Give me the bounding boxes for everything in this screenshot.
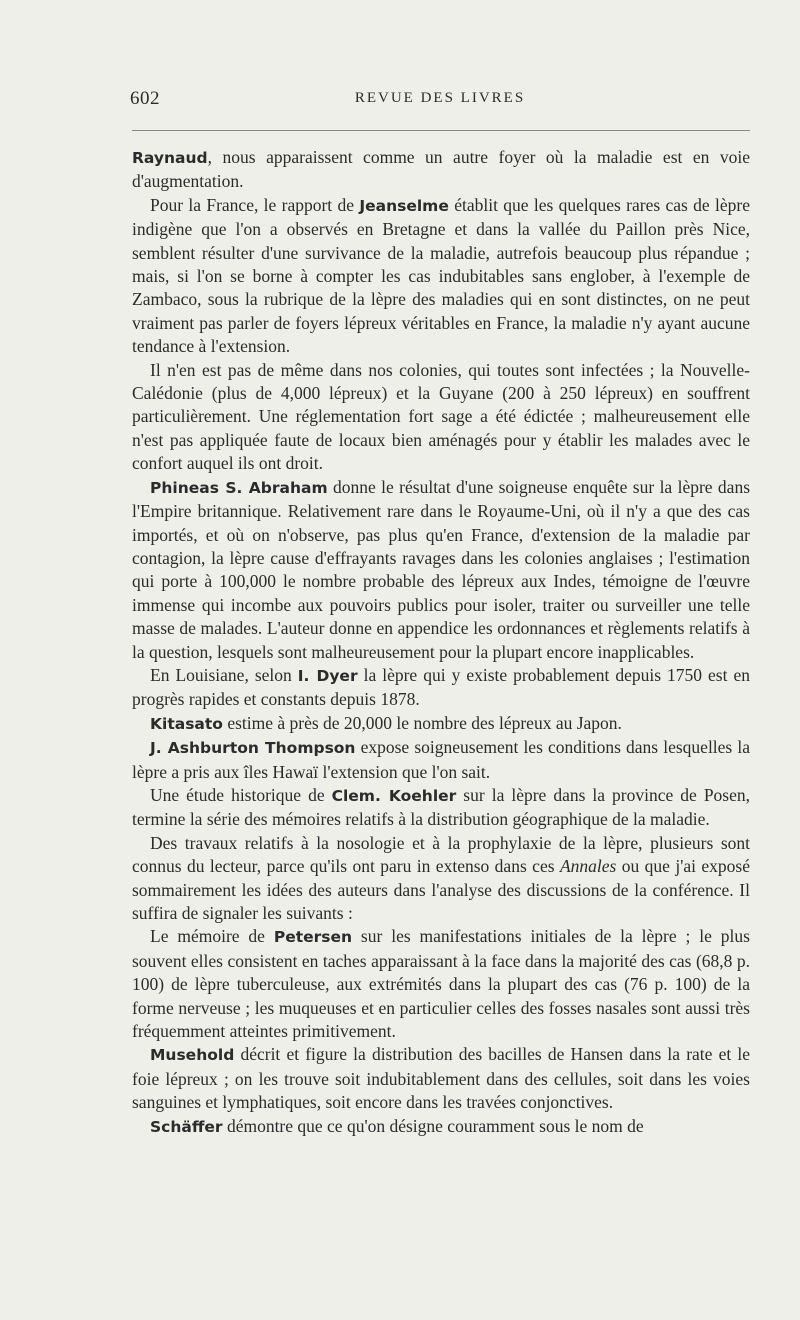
header-rule xyxy=(132,130,750,131)
text-run: la lèpre qui y existe probablement depuis 1750 est en progrès rapides et constants depuis 1878. xyxy=(132,664,751,710)
paragraph xyxy=(132,359,750,476)
running-title: REVUE DES LIVRES xyxy=(354,90,526,106)
author-name: Clem. Koehler xyxy=(331,786,457,805)
author-name: J. Ashburton Thompson xyxy=(150,739,356,758)
author-name: I. Dyer xyxy=(297,666,358,685)
author-name: Phineas S. Abraham xyxy=(150,478,328,497)
paragraph xyxy=(132,1043,750,1114)
paragraph xyxy=(132,712,750,736)
paragraph xyxy=(132,194,750,359)
paragraph xyxy=(132,146,750,194)
paragraph xyxy=(132,664,750,712)
author-name: Petersen xyxy=(273,928,353,947)
text-run: Le mémoire de xyxy=(150,926,274,947)
text-run: sur la lèpre dans la province de Posen, termine la série des mémoires relatifs à la distribution géographique de la maladie. xyxy=(132,784,750,830)
author-name: Schäffer xyxy=(150,1117,223,1136)
page-header xyxy=(130,88,750,118)
paragraph xyxy=(132,476,750,664)
author-name: Raynaud xyxy=(132,149,208,167)
text-run: expose soigneusement les conditions dans lesquelles la lèpre a pris aux îles Hawaï l'extension que l'on sait. xyxy=(132,737,750,782)
text-run: démontre que ce qu'on désigne couramment sous le nom de xyxy=(222,1115,644,1136)
author-name: Jeanselme xyxy=(359,196,449,215)
text-run: Pour la France, le rapport de xyxy=(150,194,360,215)
text-run: , nous apparaissent comme un autre foyer où la maladie est en voie d'augmentation. xyxy=(132,147,750,192)
text-run: décrit et figure la distribution des bacilles de Hansen dans la rate et le foie lépreux ; on les trouve soit indubitablement dans des cellules, soit dans les voies sanguines et lymphatiques, soit encore dans les travées conjonctives. xyxy=(132,1044,750,1113)
author-name: Musehold xyxy=(150,1046,235,1065)
page-number: 602 xyxy=(130,88,160,109)
paragraph xyxy=(132,832,750,926)
text-run: donne le résultat d'une soigneuse enquête sur la lèpre dans l'Empire britannique. Relativement rare dans le Royaume-Uni, où il n'y a que des cas importés, et où on n'observe, pas plus qu'en France, d'extension de la maladie par contagion, la lèpre cause d'effrayants ravages dans les colonies anglaises ; l'estimation qui porte à 100,000 le nombre probable des lépreux aux Indes, témoigne de l'œuvre immense qui incombe aux pouvoirs publics pour isoler, traiter ou surveiller une telle masse de malades. L'auteur donne en appendice les ordonnances et règlements relatifs à la question, lesquels sont malheureusement pour la plupart encore inapplicables. xyxy=(132,476,751,662)
body-text xyxy=(132,146,750,1139)
paragraph xyxy=(132,736,750,784)
text-run: ou que j'ai exposé sommairement les idées des auteurs dans l'analyse des discussions de la conférence. Il suffira de signaler les suivants : xyxy=(132,856,750,923)
paragraph xyxy=(132,925,750,1043)
text-run: estime à près de 20,000 le nombre des lépreux au Japon. xyxy=(222,712,622,733)
author-name: Kitasato xyxy=(150,714,223,733)
text-run: Une étude historique de xyxy=(150,784,332,805)
text-run: Des travaux relatifs à la nosologie et à la prophylaxie de la lèpre, plusieurs sont connus du lecteur, parce qu'ils ont paru in extenso dans ces xyxy=(132,832,750,877)
italic-title: Annales xyxy=(559,856,617,877)
paragraph xyxy=(132,1115,750,1139)
paragraph xyxy=(132,784,750,832)
text-run: sur les manifestations initiales de la lèpre ; le plus souvent elles consistent en taches apparaissant à la face dans la majorité des cas (68,8 p. 100) de lèpre tuberculeuse, aux extrémités dans la plupart des cas (76 p. 100) de la forme nerveuse ; les muqueuses et en particulier celles des fosses nasales sont aussi très fréquemment atteintes primitivement. xyxy=(132,926,750,1042)
text-run: Il n'en est pas de même dans nos colonies, qui toutes sont infectées ; la Nouvelle-Calédonie (plus de 4,000 lépreux) et la Guyane (200 à 250 lépreux) en souffrent particulièrement. Une réglementation fort sage a été édictée ; malheureusement elle n'est pas appliquée faute de locaux bien aménagés pour y établir les malades avec le confort auquel ils ont droit. xyxy=(132,359,750,474)
text-run: établit que les quelques rares cas de lèpre indigène que l'on a observés en Bretagne et dans la vallée du Paillon près Nice, semblent résulter d'une survivance de la maladie, autrefois beaucoup plus répandue ; mais, si l'on se borne à compter les cas indubitables sans englober, à l'exemple de Zambaco, sous la rubrique de la lèpre des maladies qui en sont distinctes, on ne peut vraiment pas parler de foyers lépreux véritables en France, la maladie n'y ayant aucune tendance à l'extension. xyxy=(132,194,751,357)
text-run: En Louisiane, selon xyxy=(150,664,298,685)
